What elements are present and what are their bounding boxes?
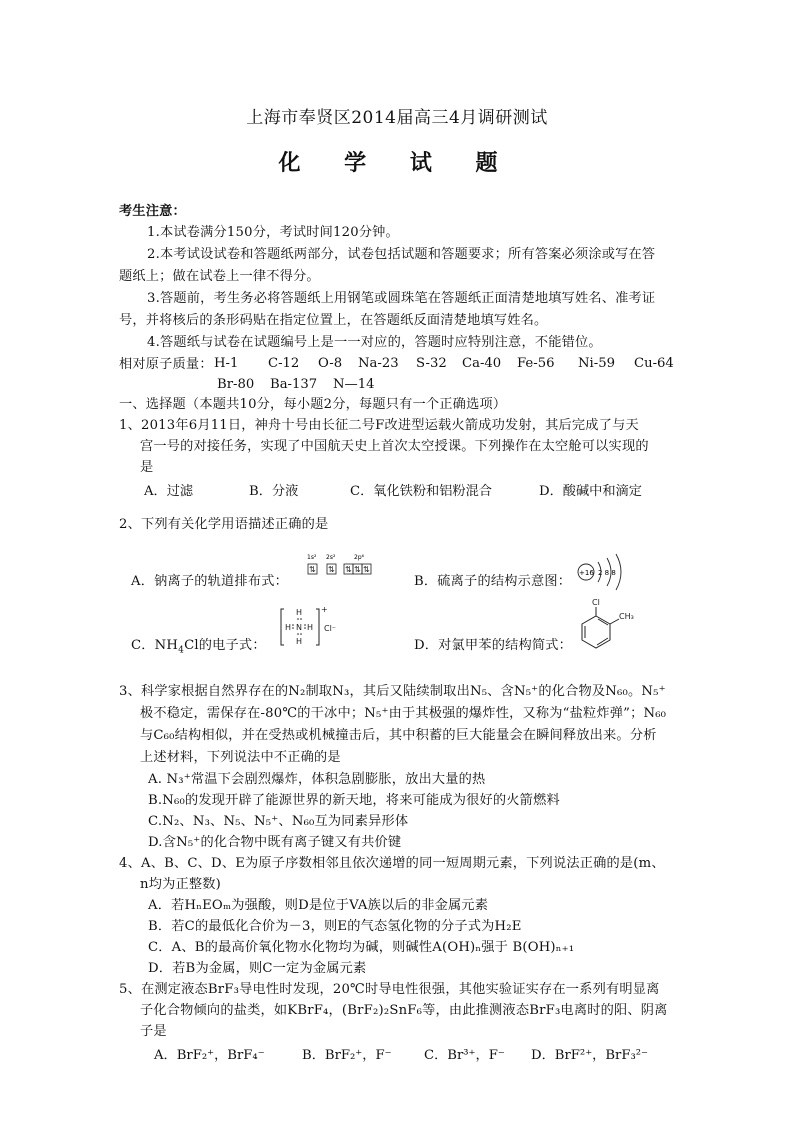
q5-line-3: 子是 [140, 1024, 167, 1039]
notice-line-4: 3.答题前，考生务必将答题纸上用钢笔或圆珠笔在答题纸正面清楚地填写姓名、准考证 [147, 291, 656, 306]
section-heading: 一、选择题（本题共10分，每小题2分，每题只有一个正确选项） [119, 397, 507, 412]
q3-line-4: 上述材料，下列说法中不正确的是 [140, 750, 341, 765]
notice-heading: 考生注意： [119, 204, 186, 219]
q4-option-c: C．A、B的最高价氧化物水化物均为碱，则碱性A(OH)ₙ强于 B(OH)ₙ₊₁ [148, 940, 575, 955]
notice-line-1: 1.本试卷满分150分，考试时间120分钟。 [147, 225, 399, 240]
q1-option-b: B．分液 [249, 484, 299, 499]
q5-option-a: A．BrF₂⁺，BrF₄⁻ [154, 1048, 265, 1063]
atomic-mass-item: Ba-137 [270, 377, 318, 392]
sulfur-shells: 2 8 8 [598, 569, 616, 577]
svg-text:⇅: ⇅ [328, 565, 335, 574]
q4-line-1: 4、A、B、C、D、E为原子序数相邻且依次递增的同一短周期元素，下列说法正确的是(m、 [119, 856, 665, 871]
q3-line-2: 极不稳定，需保存在-80℃的干冰中；N₅⁺由于其极强的爆炸性，又称为“盐粒炸弹”；N₆₀ [140, 706, 667, 721]
atomic-mass-item: Fe-56 [517, 356, 555, 371]
q3-option-c: C.N₂、N₃、N₅、N₅⁺、N₆₀互为同素异形体 [148, 814, 409, 829]
atomic-mass-item: O-8 [318, 356, 343, 371]
orbital-diagram [304, 551, 386, 581]
q5-line-1: 5、在测定液态BrF₃导电性时发现，20℃时导电性很强，其他实验证实存在一系列有明显离 [119, 982, 660, 997]
orbital-label: 2p⁶ [354, 554, 365, 561]
notice-line-3: 题纸上；做在试卷上一律不得分。 [119, 269, 320, 284]
atomic-mass-item: Na-23 [358, 356, 399, 371]
q2-option-c: C．$NH_4Cl$的电子式： [131, 638, 266, 656]
q4-option-b: B．若C的最低化合价为－3，则E的气态氢化物的分子式为H₂E [148, 919, 522, 934]
svg-text:H: H [285, 623, 292, 632]
q3-option-d: D.含N₅⁺的化合物中既有离子键又有共价键 [148, 835, 402, 850]
atomic-mass-label: 相对原子质量： [119, 357, 213, 372]
svg-text:Cl: Cl [592, 598, 600, 607]
q5-option-c: C．Br³⁺，F⁻ [424, 1048, 505, 1063]
notice-line-2: 2.本考试设试卷和答题纸两部分，试卷包括试题和答题要求；所有答案必须涂或写在答 [147, 247, 656, 262]
svg-text:CH₃: CH₃ [619, 612, 634, 621]
q1-line-2: 宫一号的对接任务，实现了中国航天史上首次太空授课。下列操作在太空舱可以实现的 [140, 439, 649, 454]
exam-subtitle: 化 学 试 题 [278, 150, 516, 176]
nh4cl-electron-formula [279, 604, 341, 650]
q1-option-d: D．酸碱中和滴定 [539, 484, 642, 499]
svg-text:⇅: ⇅ [345, 565, 352, 574]
q5-line-2: 子化合物倾向的盐类，如KBrF₄，(BrF₂)₂SnF₆等，由此推测液态BrF₃电离时的阳、阴离 [140, 1003, 668, 1018]
notice-line-5: 号，并将核后的条形码贴在指定位置上，在答题纸反面清楚地填写姓名。 [119, 313, 548, 328]
chlorotoluene-structure [578, 596, 638, 652]
q1-option-a: A．过滤 [144, 484, 194, 499]
q4-line-2: n均为正整数) [140, 877, 221, 892]
q1-line-1: 1、2013年6月11日，神舟十号由长征二号F改进型运载火箭成功发射，其后完成了与天 [119, 418, 639, 433]
q2-stem: 2、下列有关化学用语描述正确的是 [119, 517, 329, 532]
q3-line-3: 与C₆₀结构相似，并在受热或机械撞击后，其中积蓄的巨大能量会在瞬间释放出来。分析 [140, 728, 657, 743]
svg-text:+: + [321, 605, 328, 614]
sulfur-nucleus: +16 [579, 569, 594, 577]
sulfur-ion-diagram [574, 550, 636, 594]
q5-option-d: D．BrF²⁺，BrF₃²⁻ [531, 1048, 649, 1063]
svg-text:H: H [307, 623, 314, 632]
atomic-mass-item: N—14 [333, 377, 375, 392]
atomic-mass-item: Ca-40 [462, 356, 502, 371]
svg-text:N: N [296, 623, 302, 632]
atomic-mass-item: C-12 [268, 356, 300, 371]
q4-option-a: A．若HₙEOₘ为强酸，则D是位于VA族以后的非金属元素 [148, 898, 489, 913]
svg-text:⇅: ⇅ [354, 565, 361, 574]
q3-option-a: A. N₃⁺常温下会剧烈爆炸，体积急剧膨胀，放出大量的热 [148, 772, 486, 787]
svg-text:H: H [296, 637, 303, 646]
atomic-mass-item: S-32 [416, 356, 447, 371]
atomic-mass-item: Ni-59 [578, 356, 615, 371]
q1-line-3: 是 [140, 460, 154, 475]
notice-line-6: 4.答题纸与试卷在试题编号上是一一对应的，答题时应特别注意，不能错位。 [147, 335, 602, 350]
q3-option-b: B.N₆₀的发现开辟了能源世界的新天地，将来可能成为很好的火箭燃料 [148, 793, 560, 808]
atomic-mass-item: H-1 [214, 356, 239, 371]
orbital-label: 2s² [326, 554, 336, 561]
q5-option-b: B．BrF₂⁺，F⁻ [302, 1048, 392, 1063]
q2-option-a: A．钠离子的轨道排布式： [131, 574, 288, 589]
q3-line-1: 3、科学家根据自然界存在的N₂制取N₃，其后又陆续制取出N₅、含N₅⁺的化合物及N₆₀。N₅⁺ [119, 684, 666, 699]
q2-option-b: B．硫离子的结构示意图： [414, 574, 572, 589]
orbital-label: 1s² [307, 554, 317, 561]
q2-option-d: D．对氯甲苯的结构简式： [414, 638, 573, 653]
atomic-mass-item: Cu-64 [634, 356, 674, 371]
q4-option-d: D．若B为金属，则C一定为金属元素 [148, 961, 367, 976]
q1-option-c: C．氧化铁粉和铝粉混合 [350, 484, 492, 499]
atomic-mass-item: Br-80 [217, 377, 255, 392]
svg-text:H: H [296, 608, 303, 617]
svg-text:⇅: ⇅ [363, 565, 370, 574]
exam-title: 上海市奉贤区2014届高三4月调研测试 [246, 108, 548, 128]
chloride-label: Cl⁻ [324, 624, 337, 633]
svg-text:⇅: ⇅ [309, 565, 316, 574]
